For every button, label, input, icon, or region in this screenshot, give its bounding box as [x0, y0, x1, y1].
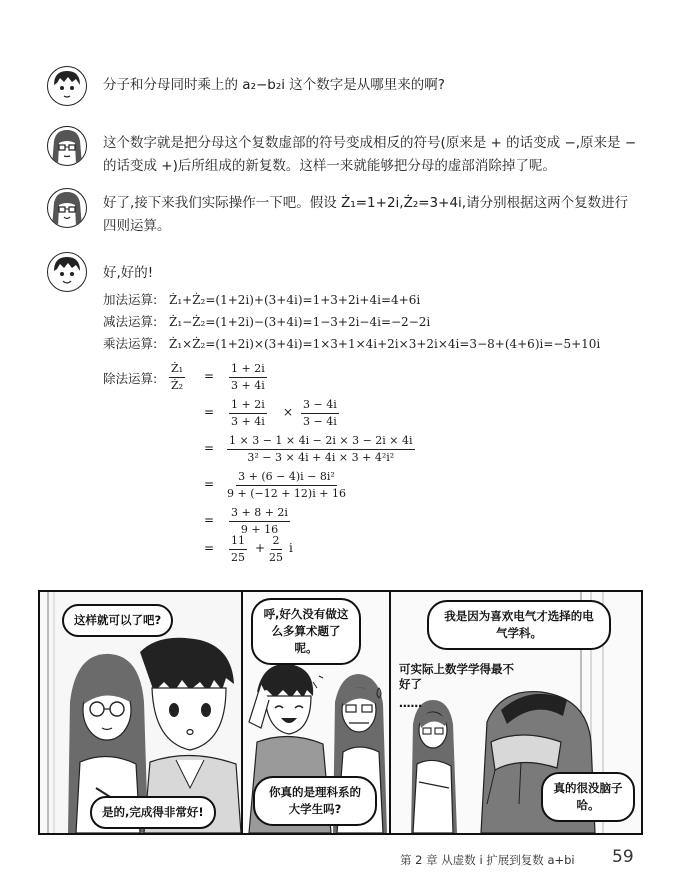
dialogue-line: 这个数字就是把分母这个复数虚部的符号变成相反的符号(原来是 + 的话变成 −,原来是 − 的话变成 +)后所组成的新复数。这样一来就能够把分母的虚部消除掉了呢。 — [103, 135, 637, 174]
operation-expression: Ż₁×Ż₂=(1+2i)×(3+4i)=1×3+1×4i+2i×3+2i×4i=3−8+(4+6)i=−5+10i — [169, 337, 601, 351]
subtraction-line — [103, 312, 430, 332]
equals-sign: = — [204, 405, 215, 419]
division-step-1: $\frac{1 + 2i}{3 + 4i}$ — [231, 362, 265, 392]
equals-sign: = — [204, 513, 215, 527]
equals-sign: = — [204, 477, 215, 491]
division-step-2a: $\frac{1 + 2i}{3 + 4i}$ — [231, 398, 265, 428]
division-result-real: $\frac{11}{25}$ — [231, 534, 245, 564]
imaginary-unit: i — [289, 541, 293, 555]
division-step-5: $\frac{3 + 8 + 2i}{9 + 16}$ — [231, 506, 288, 536]
addition-line — [103, 290, 420, 310]
division-step-4: $\frac{\text{3 + (6 − 4)i − 8i²}}{9 + (-12 + 12)i + 16}$ — [227, 470, 346, 500]
thought-caption: 可实际上数学学得最不好了 — [399, 662, 514, 691]
division-step-3: $\frac{1 \times 3 - 1 \times 4i - 2i \times 3 - 2i \times 4i}{\text{3² − 3 × 4i + 4i × 3 + 4²i²}}$ — [229, 434, 413, 464]
operation-label: 减法运算: — [103, 314, 158, 329]
comic-panel-3 — [389, 590, 643, 835]
speech-bubble: 是的,完成得非常好! — [90, 796, 216, 829]
ellipsis-dots: …… — [399, 696, 422, 710]
boy-avatar — [47, 66, 87, 106]
operation-expression: Ż₁+Ż₂=(1+2i)+(3+4i)=1+3+2i+4i=4+6i — [169, 293, 421, 307]
comic-strip — [38, 590, 641, 833]
fraction-z1-over-z2: $\frac{\text{Ż₁}}{\text{Ż₂}}$ — [171, 362, 184, 392]
boy-avatar — [47, 252, 87, 292]
speech-bubble: 你真的是理科系的大学生吗? — [253, 776, 377, 826]
equals-sign: = — [204, 441, 215, 455]
speech-bubble: 真的很没脑子哈。 — [541, 772, 635, 822]
operation-label: 加法运算: — [103, 292, 158, 307]
speech-bubble: 我是因为喜欢电气才选择的电气学科。 — [427, 600, 611, 650]
equals-sign: = — [204, 369, 215, 383]
speech-bubble: 呼,好久没有做这么多算术题了呢。 — [251, 598, 361, 665]
chapter-footer: 第 2 章 从虚数 i 扩展到复数 a+bi — [400, 853, 575, 867]
division-block — [103, 360, 523, 564]
multiplication-line — [103, 334, 600, 354]
comic-panel-2 — [241, 590, 391, 835]
times-sign: × — [283, 405, 294, 419]
division-label: 除法运算: — [103, 371, 158, 386]
dialogue-line: 好了,接下来我们实际操作一下吧。假设 Ż₁=1+2i,Ż₂=3+4i,请分别根据这两个复数进行四则运算。 — [103, 195, 629, 234]
division-result-imag: $\frac{2}{25}$ — [269, 534, 283, 564]
division-step-2b: $\frac{3 - 4i}{3 - 4i}$ — [303, 398, 337, 428]
operation-expression: Ż₁−Ż₂=(1+2i)−(3+4i)=1−3+2i−4i=−2−2i — [169, 315, 431, 329]
operation-label: 乘法运算: — [103, 336, 158, 351]
dialogue-line: 分子和分母同时乘上的 a₂−b₂i 这个数字是从哪里来的啊? — [103, 77, 445, 93]
girl-avatar — [47, 126, 87, 166]
page-number: 59 — [612, 847, 634, 867]
girl-avatar — [47, 188, 87, 228]
plus-sign: + — [255, 541, 266, 555]
speech-bubble: 这样就可以了吧? — [62, 604, 173, 637]
equals-sign: = — [204, 541, 215, 555]
comic-panel-1 — [38, 590, 243, 835]
dialogue-line: 好,好的! — [103, 265, 154, 281]
